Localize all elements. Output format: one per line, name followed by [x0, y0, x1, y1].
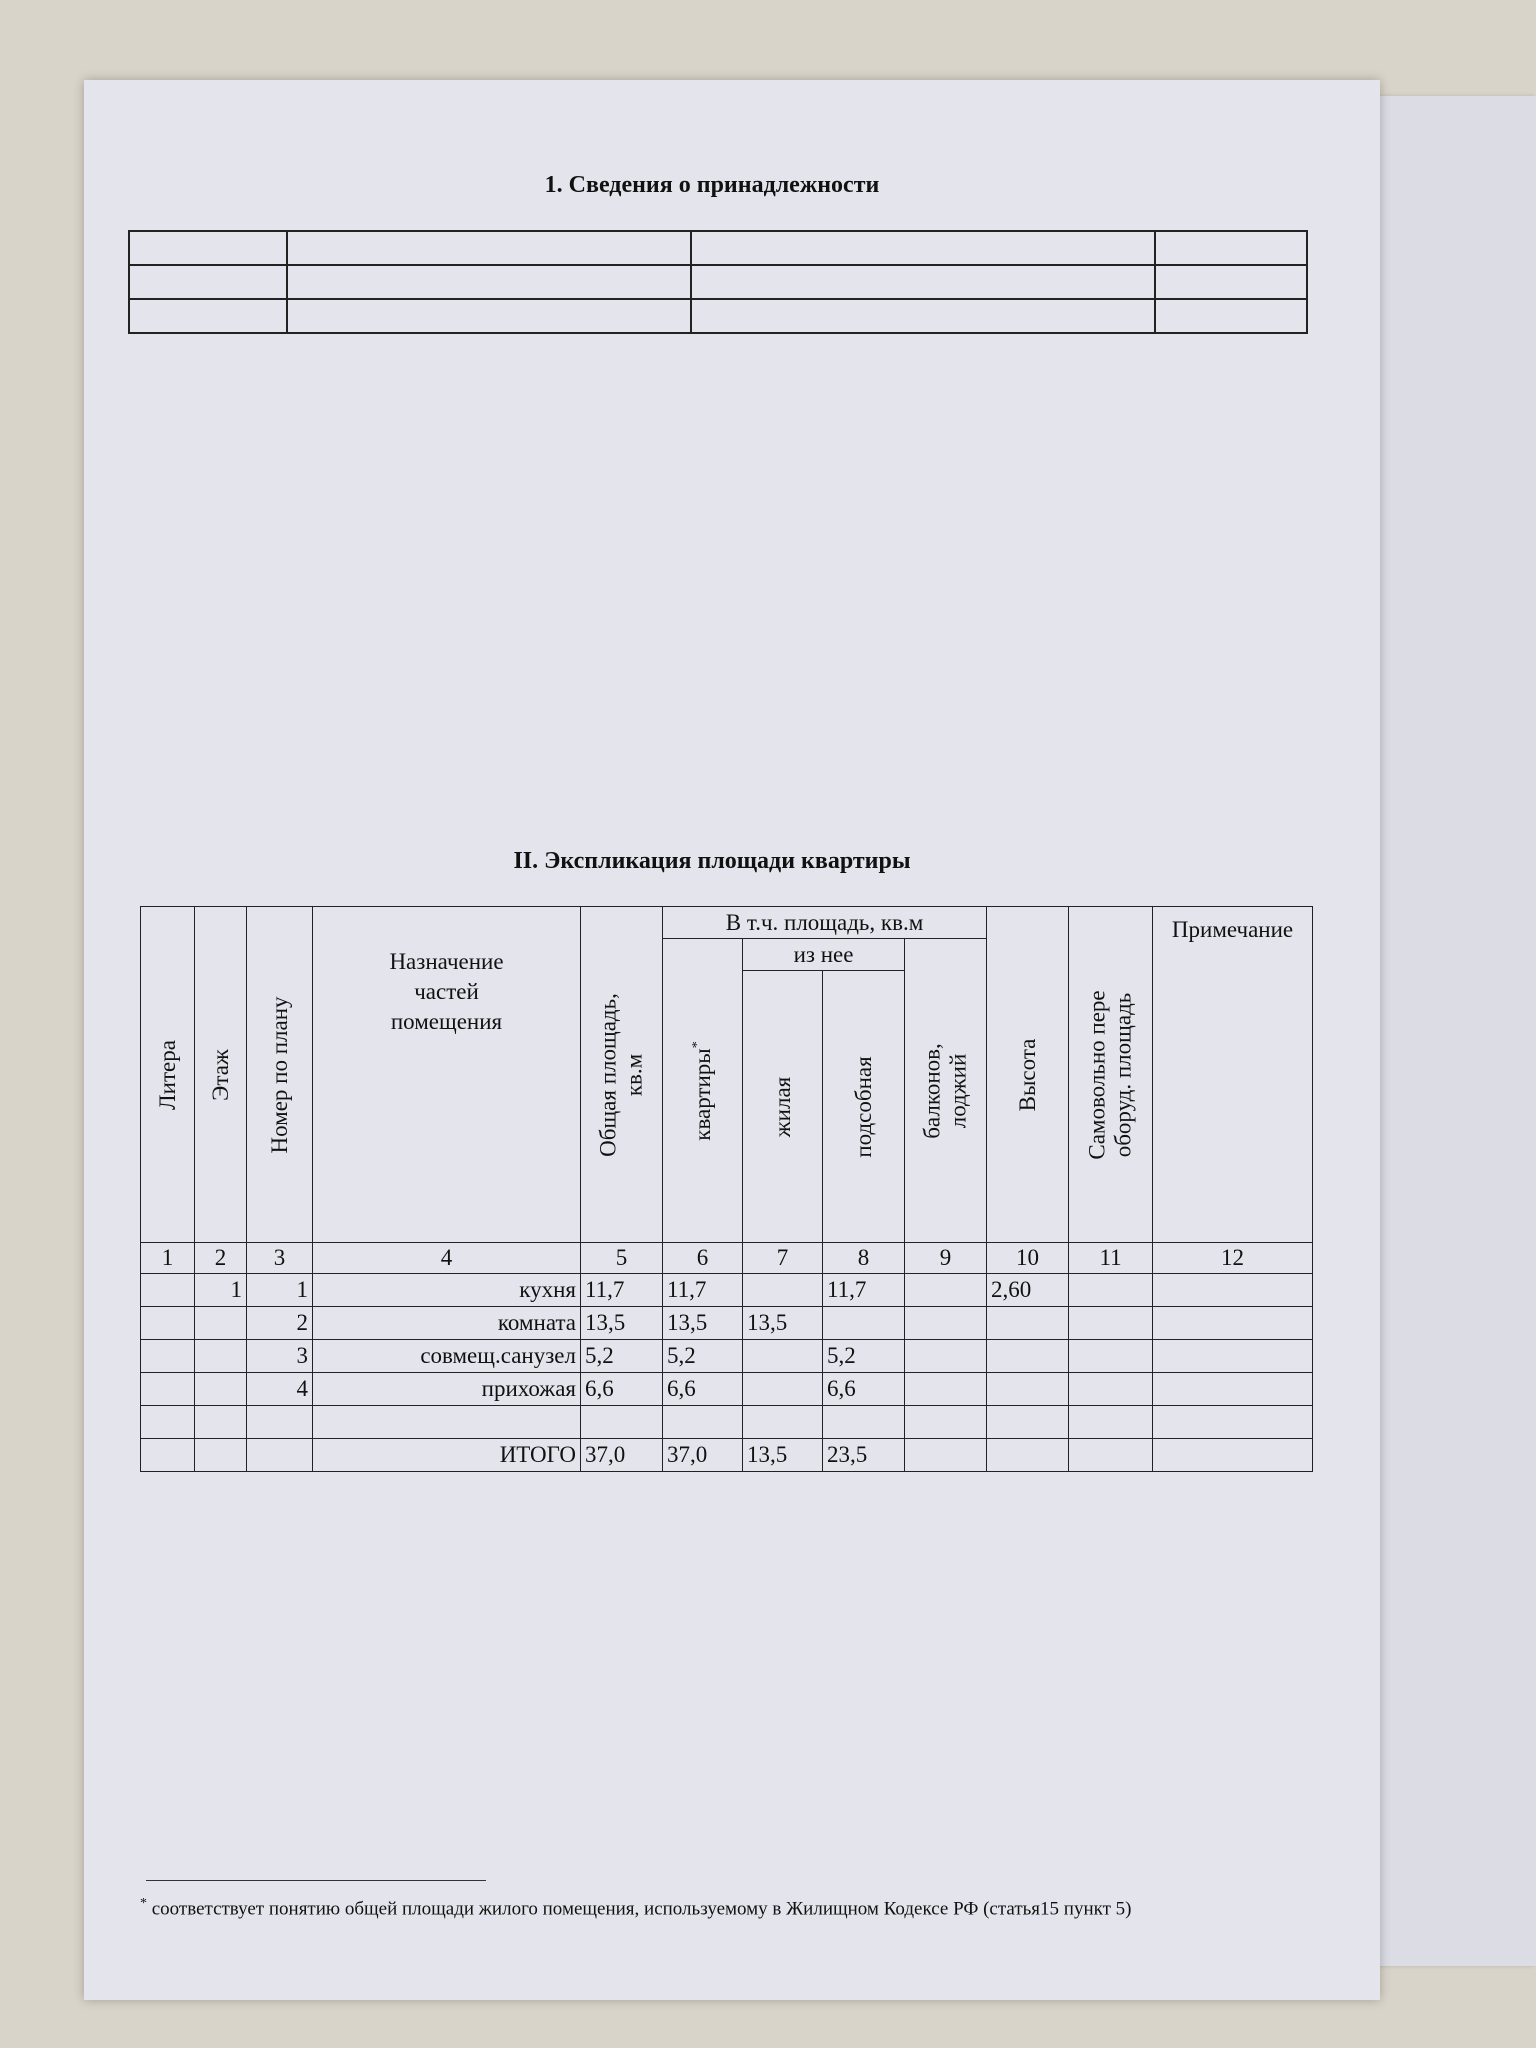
table-cell — [1153, 1307, 1313, 1340]
column-number-cell: 12 — [1153, 1243, 1313, 1274]
table-cell — [1069, 1340, 1153, 1373]
table-cell — [905, 1307, 987, 1340]
table-cell — [1069, 1439, 1153, 1472]
table-cell — [905, 1373, 987, 1406]
table-cell: 13,5 — [743, 1439, 823, 1472]
table-cell: 11,7 — [581, 1274, 663, 1307]
table-row — [129, 265, 1307, 299]
table-cell — [247, 1439, 313, 1472]
column-number-cell: 3 — [247, 1243, 313, 1274]
table-cell: комната — [313, 1307, 581, 1340]
header-total-area: Общая площадь, кв.м — [581, 907, 663, 1243]
header-self-built: Самовольно пере оборуд. площадь — [1069, 907, 1153, 1243]
table-cell: 13,5 — [663, 1307, 743, 1340]
table-cell — [195, 1373, 247, 1406]
table-cell — [195, 1340, 247, 1373]
ownership-table — [128, 230, 1308, 334]
table-row — [141, 1439, 1313, 1472]
table-cell: 23,5 — [823, 1439, 905, 1472]
table-cell — [987, 1307, 1069, 1340]
table-row — [141, 1274, 1313, 1307]
table-row — [141, 1307, 1313, 1340]
header-incl-area: В т.ч. площадь, кв.м — [663, 907, 987, 939]
table-cell — [1069, 1406, 1153, 1439]
column-number-cell: 8 — [823, 1243, 905, 1274]
table-cell: 11,7 — [663, 1274, 743, 1307]
header-auxiliary: подсобная — [823, 971, 905, 1243]
table-row — [141, 1340, 1313, 1373]
column-number-cell: 7 — [743, 1243, 823, 1274]
column-number-cell: 9 — [905, 1243, 987, 1274]
table-cell: совмещ.санузел — [313, 1340, 581, 1373]
table-row — [129, 231, 1307, 265]
table-cell — [1153, 1274, 1313, 1307]
table-cell — [195, 1307, 247, 1340]
table-cell: 2,60 — [987, 1274, 1069, 1307]
table-cell — [987, 1373, 1069, 1406]
header-plan-number: Номер по плану — [247, 907, 313, 1243]
table-cell: 5,2 — [663, 1340, 743, 1373]
section-title-explication: II. Экспликация площади квартиры — [513, 848, 911, 874]
table-cell: 2 — [247, 1307, 313, 1340]
column-number-cell: 11 — [1069, 1243, 1153, 1274]
table-cell: 37,0 — [581, 1439, 663, 1472]
table-cell — [743, 1406, 823, 1439]
table-cell — [247, 1406, 313, 1439]
table-cell — [581, 1406, 663, 1439]
table-cell: 37,0 — [663, 1439, 743, 1472]
table-cell: 13,5 — [581, 1307, 663, 1340]
table-cell: 6,6 — [823, 1373, 905, 1406]
table-cell — [823, 1307, 905, 1340]
table-cell — [141, 1274, 195, 1307]
table-cell — [987, 1406, 1069, 1439]
table-cell — [905, 1406, 987, 1439]
table-cell: 5,2 — [581, 1340, 663, 1373]
column-number-cell: 2 — [195, 1243, 247, 1274]
table-cell — [987, 1340, 1069, 1373]
table-row — [141, 1373, 1313, 1406]
header-floor: Этаж — [195, 907, 247, 1243]
column-number-cell: 4 — [313, 1243, 581, 1274]
table-cell — [987, 1439, 1069, 1472]
table-cell — [905, 1340, 987, 1373]
header-apartment: квартиры* — [663, 939, 743, 1243]
table-cell — [905, 1274, 987, 1307]
table-cell: 13,5 — [743, 1307, 823, 1340]
table-cell — [743, 1373, 823, 1406]
column-number-cell: 5 — [581, 1243, 663, 1274]
table-cell — [743, 1274, 823, 1307]
table-cell: 4 — [247, 1373, 313, 1406]
table-cell — [743, 1340, 823, 1373]
header-of-which: из нее — [743, 939, 905, 971]
table-cell: кухня — [313, 1274, 581, 1307]
table-cell: прихожая — [313, 1373, 581, 1406]
table-cell — [1069, 1307, 1153, 1340]
table-cell: 5,2 — [823, 1340, 905, 1373]
column-number-cell: 6 — [663, 1243, 743, 1274]
table-cell: 1 — [195, 1274, 247, 1307]
table-cell — [195, 1439, 247, 1472]
column-number-row — [141, 1243, 1313, 1274]
table-cell — [1153, 1373, 1313, 1406]
footnote-divider — [146, 1880, 486, 1881]
table-cell: 6,6 — [663, 1373, 743, 1406]
table-cell — [141, 1439, 195, 1472]
column-number-cell: 10 — [987, 1243, 1069, 1274]
table-cell: 11,7 — [823, 1274, 905, 1307]
document-page — [84, 80, 1380, 2000]
table-cell — [195, 1406, 247, 1439]
header-note: Примечание — [1153, 907, 1313, 1243]
footnote — [140, 1896, 1131, 1920]
table-row — [129, 299, 1307, 333]
header-balconies: балконов, лоджий — [905, 939, 987, 1243]
explication-table — [140, 906, 1313, 1472]
footnote-text: соответствует понятию общей площади жилого помещения, используемому в Жилищном Кодексе РФ (статья15 пункт 5) — [151, 1898, 1132, 1920]
header-height: Высота — [987, 907, 1069, 1243]
table-cell — [823, 1406, 905, 1439]
table-cell — [1069, 1373, 1153, 1406]
header-purpose: Назначение частей помещения — [313, 907, 581, 1243]
column-number-cell: 1 — [141, 1243, 195, 1274]
table-cell — [1153, 1439, 1313, 1472]
table-cell — [141, 1307, 195, 1340]
table-cell — [1153, 1340, 1313, 1373]
table-row — [141, 1406, 1313, 1439]
table-cell: 3 — [247, 1340, 313, 1373]
table-cell — [141, 1340, 195, 1373]
table-cell — [141, 1406, 195, 1439]
header-living: жилая — [743, 971, 823, 1243]
table-cell: 1 — [247, 1274, 313, 1307]
table-cell — [663, 1406, 743, 1439]
header-litera: Литера — [141, 907, 195, 1243]
section-title-ownership: 1. Сведения о принадлежности — [544, 172, 880, 198]
table-cell — [1153, 1406, 1313, 1439]
table-cell — [141, 1373, 195, 1406]
table-cell — [905, 1439, 987, 1472]
footnote-mark: * — [140, 1896, 147, 1911]
table-cell: ИТОГО — [313, 1439, 581, 1472]
table-cell: 6,6 — [581, 1373, 663, 1406]
table-cell — [1069, 1274, 1153, 1307]
table-cell — [313, 1406, 581, 1439]
asterisk-mark: * — [689, 1040, 705, 1048]
